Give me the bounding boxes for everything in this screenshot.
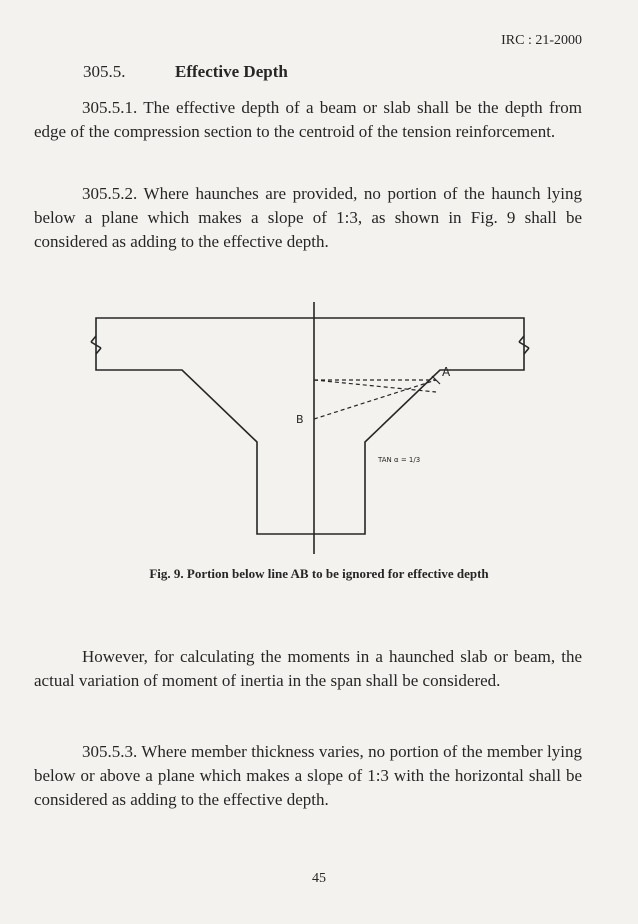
paragraph-305-5-1 xyxy=(34,96,582,144)
paragraph-305-5-2 xyxy=(34,182,582,254)
label-b: B xyxy=(296,413,304,426)
section-title: Effective Depth xyxy=(175,62,288,81)
paragraph-305-5-3 xyxy=(34,740,582,812)
document-id: IRC : 21-2000 xyxy=(501,33,582,48)
paragraph-text: Where member thickness varies, no portion of the member lying below or above a plane which makes a slope of 1:3 with the horizontal shall be considered as adding to the effective depth. xyxy=(34,742,582,809)
page-number: 45 xyxy=(312,871,326,886)
paragraph-however xyxy=(34,645,582,693)
paragraph-number: 305.5.2. xyxy=(82,184,138,203)
paragraph-number: 305.5.1. xyxy=(82,98,138,117)
paragraph-text: Where haunches are provided, no portion of the haunch lying below a plane which makes a slope of 1:3, as shown in Fig. 9 shall be considered as adding to the effective depth. xyxy=(34,184,582,251)
label-a: A xyxy=(442,365,451,379)
slope-label: TAN α = 1/3 xyxy=(378,456,421,464)
paragraph-number: 305.5.3. xyxy=(82,742,138,761)
section-number: 305.5. xyxy=(83,62,126,81)
beam-outline xyxy=(96,318,524,534)
paragraph-text: The effective depth of a beam or slab shall be the depth from edge of the compression section to the centroid of the tension reinforcement. xyxy=(34,98,582,141)
figure-caption: Fig. 9. Portion below line AB to be ignored for effective depth xyxy=(149,566,489,581)
section-heading xyxy=(83,62,288,82)
haunched-beam-figure xyxy=(0,296,638,566)
paragraph-text: However, for calculating the moments in a haunched slab or beam, the actual variation of moment of inertia in the span shall be considered. xyxy=(34,647,582,690)
line-ab xyxy=(314,380,436,419)
